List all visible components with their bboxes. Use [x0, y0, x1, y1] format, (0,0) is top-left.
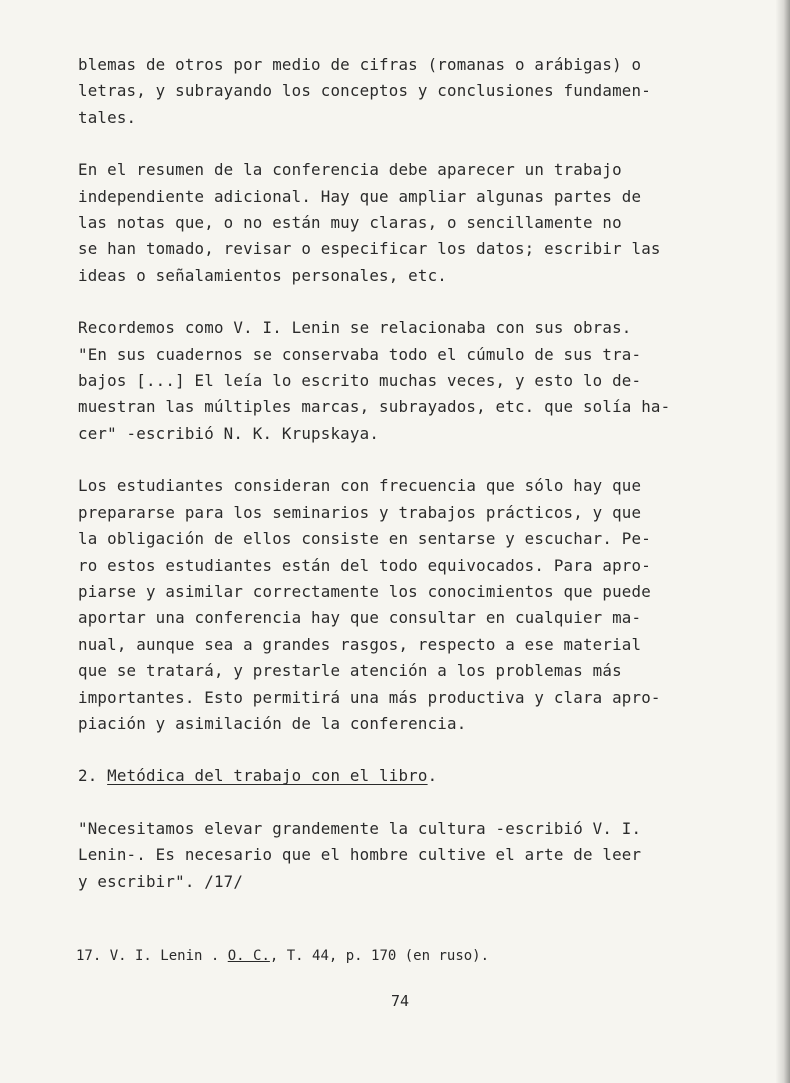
line: prepararse para los seminarios y trabajos prácticos, y que [78, 502, 642, 522]
line: bajos [...] El leía lo escrito muchas veces, y esto lo de- [78, 371, 642, 391]
line: importantes. Esto permitirá una más productiva y clara apro- [78, 687, 661, 707]
line: aportar una conferencia hay que consultar en cualquier ma- [78, 608, 642, 628]
footnote-suffix: , T. 44, p. 170 (en ruso). [269, 948, 490, 964]
line: letras, y subrayando los conceptos y conclusiones fundamen- [78, 81, 651, 101]
line: Recordemos como V. I. Lenin se relacionaba con sus obras. [78, 318, 632, 338]
line: muestran las múltiples marcas, subrayados, etc. que solía ha- [78, 397, 671, 417]
line: nual, aunque sea a grandes rasgos, respecto a ese material [78, 634, 642, 654]
footnote-prefix: 17. V. I. Lenin . [76, 948, 220, 964]
paragraph-1 [78, 52, 748, 131]
page-body [78, 52, 748, 895]
line: y escribir". /17/ [78, 871, 244, 891]
line: piarse y asimilar correctamente los conocimientos que puede [78, 581, 651, 601]
paragraph-2 [78, 157, 748, 289]
page-number: 74 [390, 992, 410, 1010]
page-edge-shadow [776, 0, 790, 1083]
line: cer" -escribió N. K. Krupskaya. [78, 423, 380, 443]
line: independiente adicional. Hay que ampliar algunas partes de [78, 186, 642, 206]
section-title: Metódica del trabajo con el libro [107, 766, 428, 786]
line: Lenin-. Es necesario que el hombre cultive el arte de leer [78, 845, 642, 865]
paragraph-3 [78, 315, 748, 447]
line: que se tratará, y prestarle atención a los problemas más [78, 661, 622, 681]
line: ideas o señalamientos personales, etc. [78, 265, 447, 285]
section-heading [78, 763, 748, 789]
line: "Necesitamos elevar grandemente la cultura -escribió V. I. [78, 818, 642, 838]
line: la obligación de ellos consiste en sentarse y escuchar. Pe- [78, 529, 651, 549]
section-end-punct: . [427, 766, 438, 786]
quote-paragraph [78, 816, 748, 895]
line: se han tomado, revisar o especificar los datos; escribir las [78, 239, 661, 259]
line: tales. [78, 107, 137, 127]
line: las notas que, o no están muy claras, o sencillamente no [78, 213, 622, 233]
line: "En sus cuadernos se conservaba todo el cúmulo de sus tra- [78, 344, 642, 364]
footnote-work: O. C. [227, 948, 270, 964]
line: ro estos estudiantes están del todo equivocados. Para apro- [78, 555, 651, 575]
section-number: 2. [78, 766, 98, 786]
paragraph-4 [78, 473, 748, 737]
line: blemas de otros por medio de cifras (romanas o arábigas) o [78, 55, 642, 74]
line: piación y asimilación de la conferencia. [78, 713, 467, 733]
footnote [76, 945, 756, 967]
line: En el resumen de la conferencia debe aparecer un trabajo [78, 160, 622, 180]
line: Los estudiantes consideran con frecuencia que sólo hay que [78, 476, 642, 496]
